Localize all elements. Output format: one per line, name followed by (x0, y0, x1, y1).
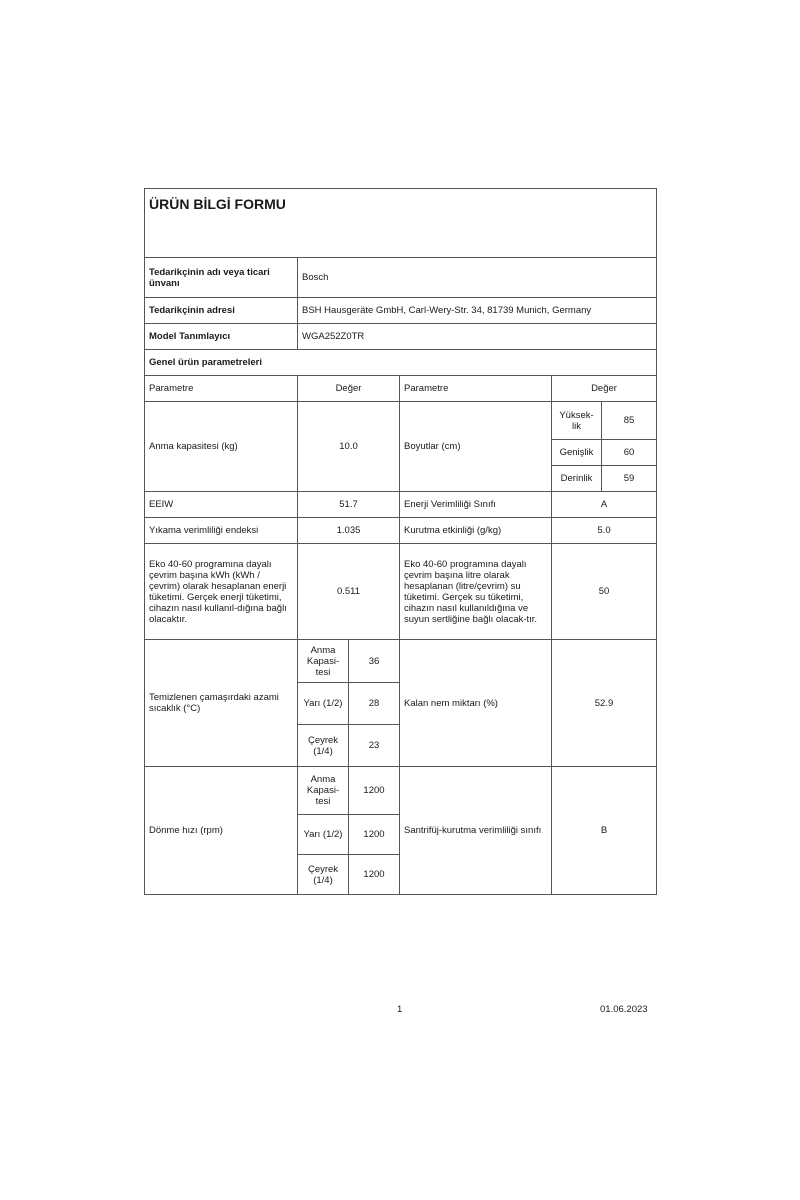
address-label: Tedarikçinin adresi (145, 298, 298, 324)
temp-half-value: 28 (349, 683, 400, 725)
spin-speed-label: Dönme hızı (rpm) (145, 767, 298, 895)
spin-rated-label: Anma Kapasi-tesi (298, 767, 349, 815)
width-value: 60 (602, 440, 657, 466)
eeiw-label: EEIW (145, 492, 298, 518)
address-value: BSH Hausgeräte GmbH, Carl-Wery-Str. 34, 81739 Munich, Germany (298, 298, 657, 324)
product-info-sheet (144, 188, 656, 895)
spin-half-value: 1200 (349, 815, 400, 855)
spin-class-value: B (552, 767, 657, 895)
header-param-left: Parametre (145, 376, 298, 402)
width-label: Genişlik (552, 440, 602, 466)
document-date: 01.06.2023 (600, 1004, 648, 1015)
energy-consumption-value: 0.511 (298, 544, 400, 640)
temp-quarter-value: 23 (349, 725, 400, 767)
header-value-right: Değer (552, 376, 657, 402)
supplier-label: Tedarikçinin adı veya ticari ünvanı (145, 258, 298, 298)
eeiw-value: 51.7 (298, 492, 400, 518)
height-value: 85 (602, 402, 657, 440)
model-label: Model Tanımlayıcı (145, 324, 298, 350)
spin-quarter-value: 1200 (349, 855, 400, 895)
rinse-value: 5.0 (552, 518, 657, 544)
temp-quarter-label: Çeyrek (1/4) (298, 725, 349, 767)
energy-class-label: Enerji Verimliliği Sınıfı (400, 492, 552, 518)
header-param-right: Parametre (400, 376, 552, 402)
temp-half-label: Yarı (1/2) (298, 683, 349, 725)
moisture-value: 52.9 (552, 640, 657, 767)
height-label: Yüksek-lik (552, 402, 602, 440)
wash-index-value: 1.035 (298, 518, 400, 544)
rinse-label: Kurutma etkinliği (g/kg) (400, 518, 552, 544)
document-title: ÜRÜN BİLGİ FORMU (145, 189, 657, 258)
capacity-value: 10.0 (298, 402, 400, 492)
water-consumption-value: 50 (552, 544, 657, 640)
wash-index-label: Yıkama verimliliği endeksi (145, 518, 298, 544)
section-heading: Genel ürün parametreleri (145, 350, 657, 376)
spin-quarter-label: Çeyrek (1/4) (298, 855, 349, 895)
spin-rated-value: 1200 (349, 767, 400, 815)
max-temp-label: Temizlenen çamaşırdaki azami sıcaklık (°C) (145, 640, 298, 767)
water-consumption-label: Eko 40-60 programına dayalı çevrim başına litre olarak hesaplanan (litre/çevrim) su tüketimi. Gerçek su tüketimi, cihazın nasıl kullanıldığına ve suyun sertliğine bağlı olacak-tır. (400, 544, 552, 640)
depth-value: 59 (602, 466, 657, 492)
product-info-table (144, 188, 657, 895)
depth-label: Derinlik (552, 466, 602, 492)
dimensions-label: Boyutlar (cm) (400, 402, 552, 492)
spin-class-label: Santrifüj-kurutma verimliliği sınıfı (400, 767, 552, 895)
temp-rated-label: Anma Kapasi-tesi (298, 640, 349, 683)
capacity-label: Anma kapasitesi (kg) (145, 402, 298, 492)
temp-rated-value: 36 (349, 640, 400, 683)
spin-half-label: Yarı (1/2) (298, 815, 349, 855)
energy-class-value: A (552, 492, 657, 518)
energy-consumption-label: Eko 40-60 programına dayalı çevrim başına kWh (kWh / çevrim) olarak hesaplanan enerji tüketimi. Gerçek enerji tüketimi, cihazın nasıl kullanıl-dığına bağlı olacaktır. (145, 544, 298, 640)
supplier-value: Bosch (298, 258, 657, 298)
moisture-label: Kalan nem miktarı (%) (400, 640, 552, 767)
page-number: 1 (397, 1004, 403, 1015)
header-value-left: Değer (298, 376, 400, 402)
model-value: WGA252Z0TR (298, 324, 657, 350)
